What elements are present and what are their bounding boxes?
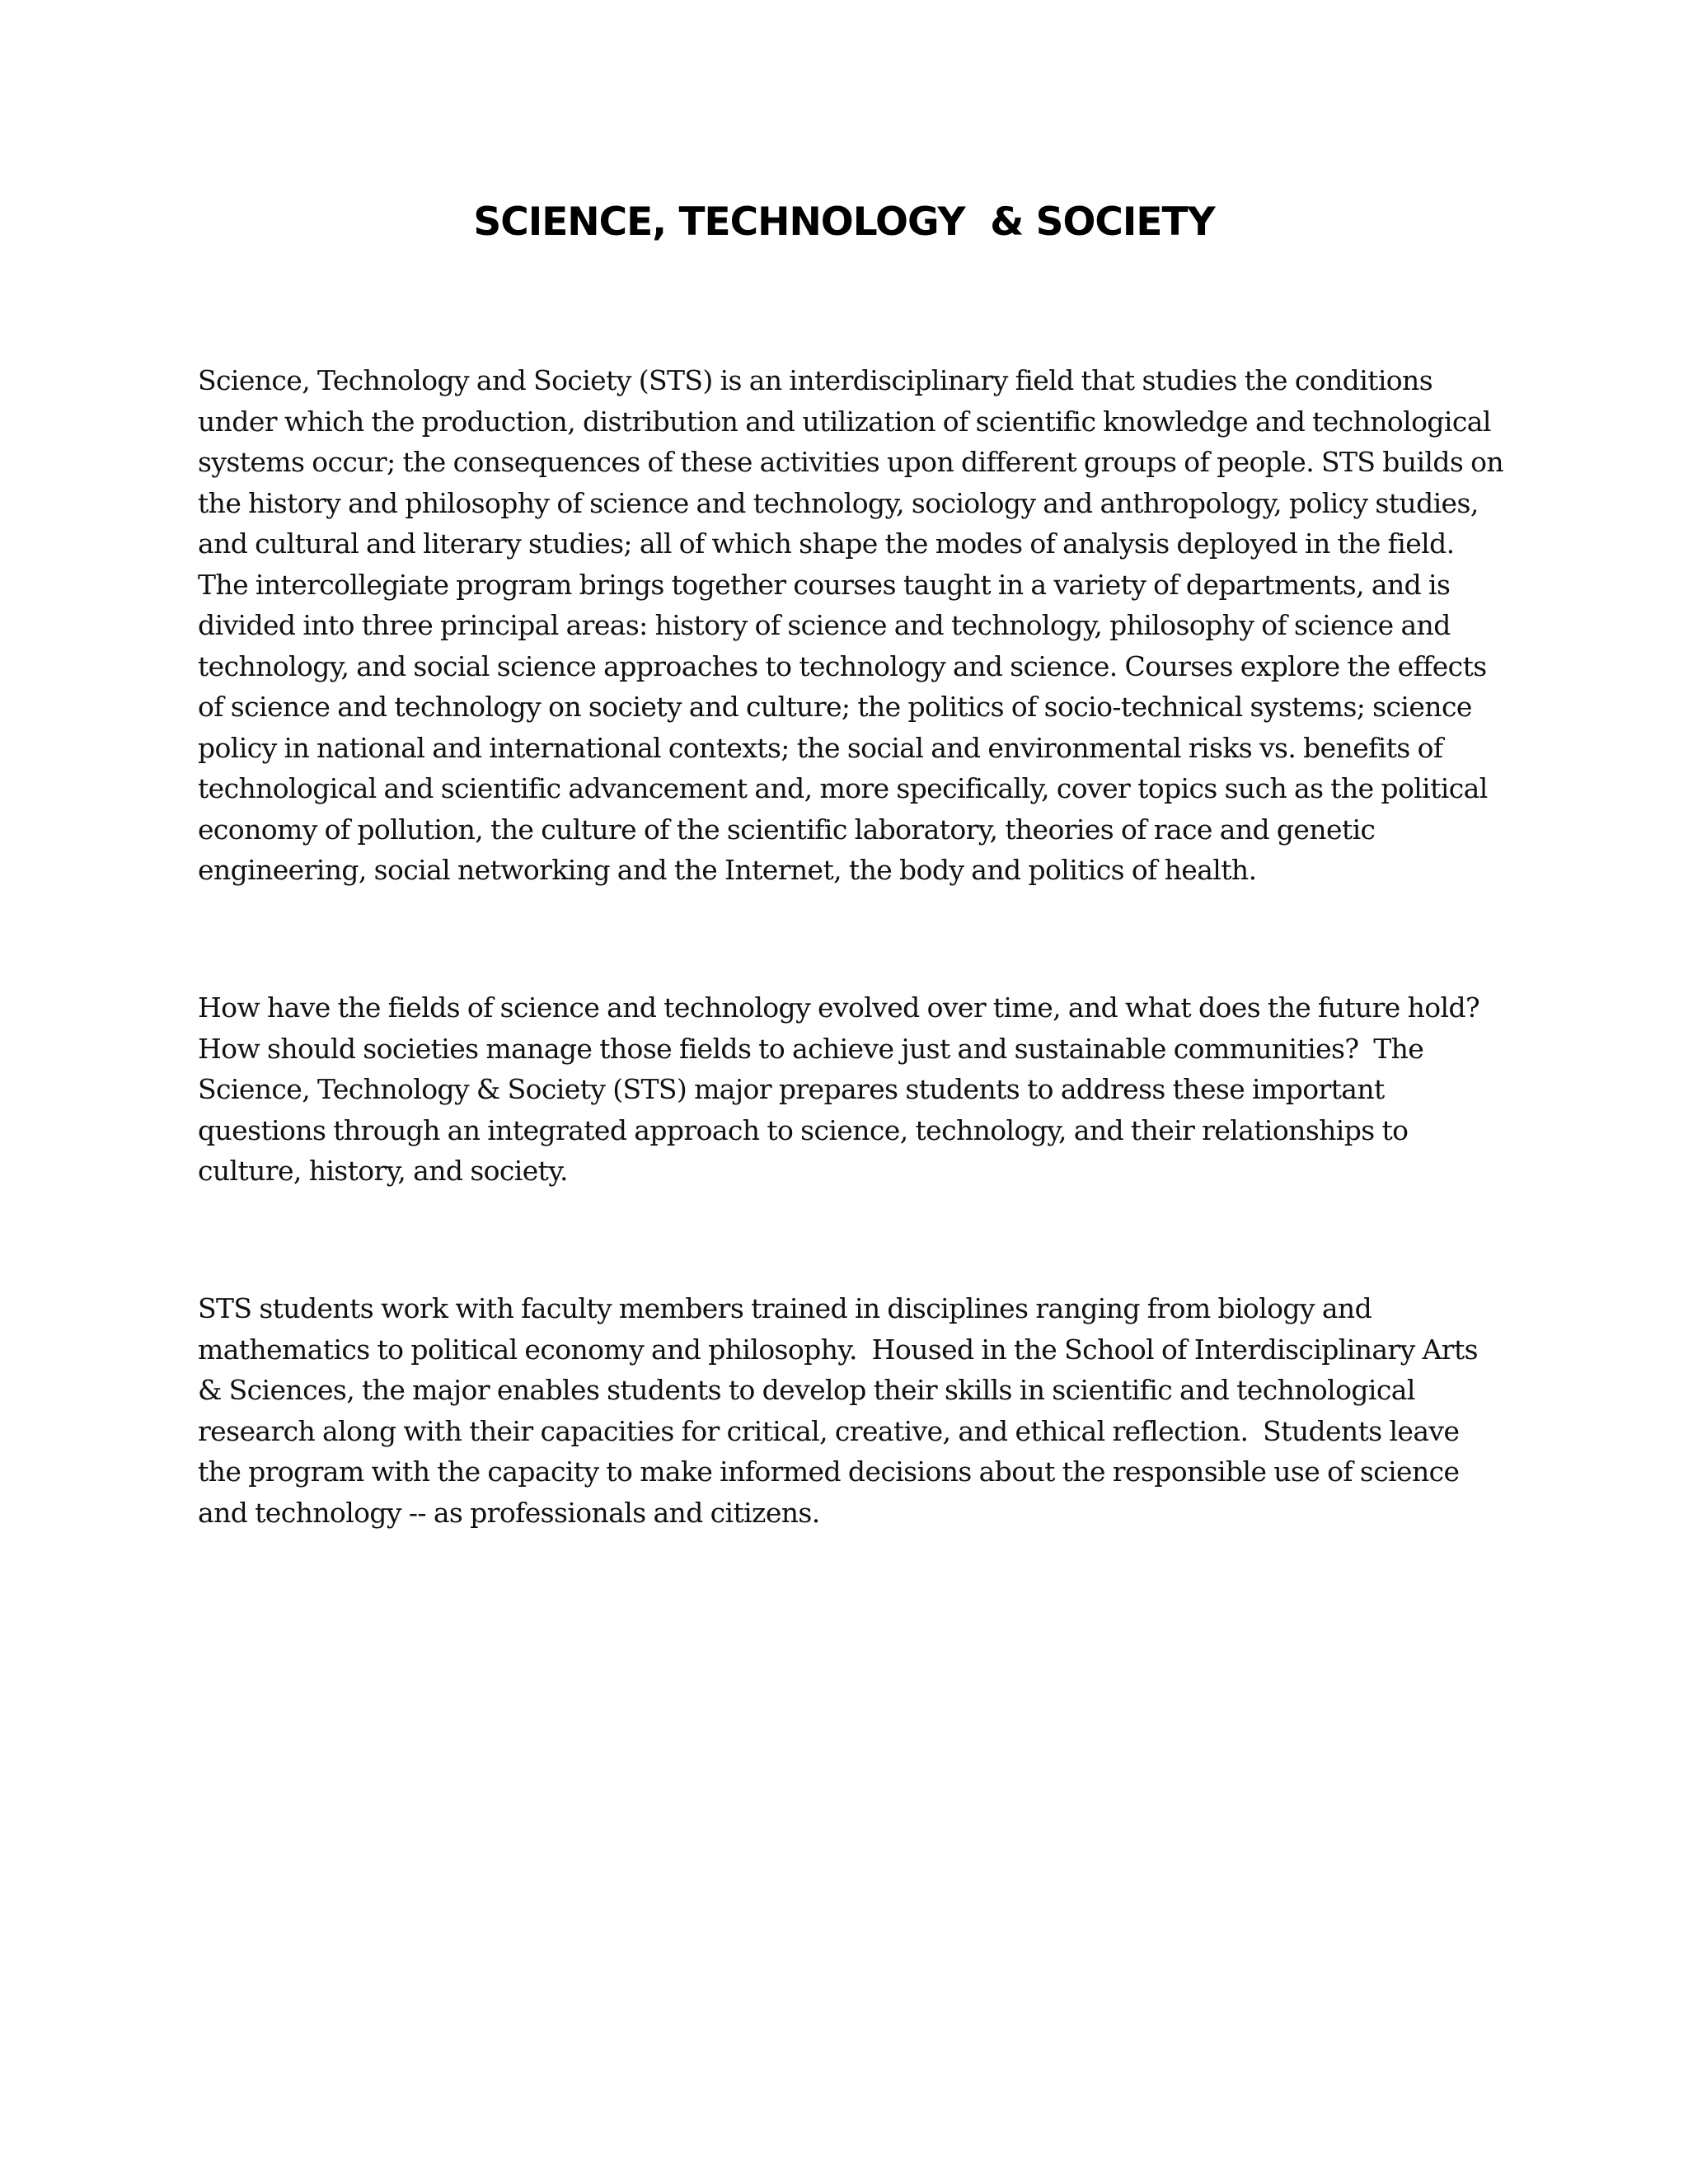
page-title: SCIENCE, TECHNOLOGY & SOCIETY [473,199,1215,245]
paragraph-sts-students: STS students work with faculty members trained in disciplines ranging from biology and mathematics to political economy and philosophy. Housed in the School of Interdisciplinary Arts & Sciences, the major enables students to develop their skills in scientific and technological research along with their capacities for critical, creative, and ethical reflection. Students leave the program with the capacity to make informed decisions about the responsible use of science and technology -- as professionals and citizens. [198,1292,1485,1529]
paragraph-sts-definition: Science, Technology and Society (STS) is an interdisciplinary field that studies the conditions under which the production, distribution and utilization of scientific knowledge and technological systems occur; the consequences of these activities upon different groups of people. STS builds on the history and philosophy of science and technology, sociology and anthropology, policy studies, and cultural and literary studies; all of which shape the modes of analysis deployed in the field. The intercollegiate program brings together courses taught in a variety of departments, and is divided into three principal areas: history of science and technology, philosophy of science and technology, and social science approaches to technology and science. Courses explore the effects of science and technology on society and culture; the politics of socio-technical systems; science policy in national and international contexts; the social and environmental risks vs. benefits of technological and scientific advancement and, more specifically, cover topics such as the political economy of pollution, the culture of the scientific laboratory, theories of race and genetic engineering, social networking and the Internet, the body and politics of health. [198,364,1511,886]
paragraph-sts-questions: How have the fields of science and technology evolved over time, and what does the future hold? How should societies manage those fields to achieve just and sustainable communities? The Science, Technology & Society (STS) major prepares students to address these important questions through an integrated approach to science, technology, and their relationships to culture, history, and society. [198,991,1488,1187]
